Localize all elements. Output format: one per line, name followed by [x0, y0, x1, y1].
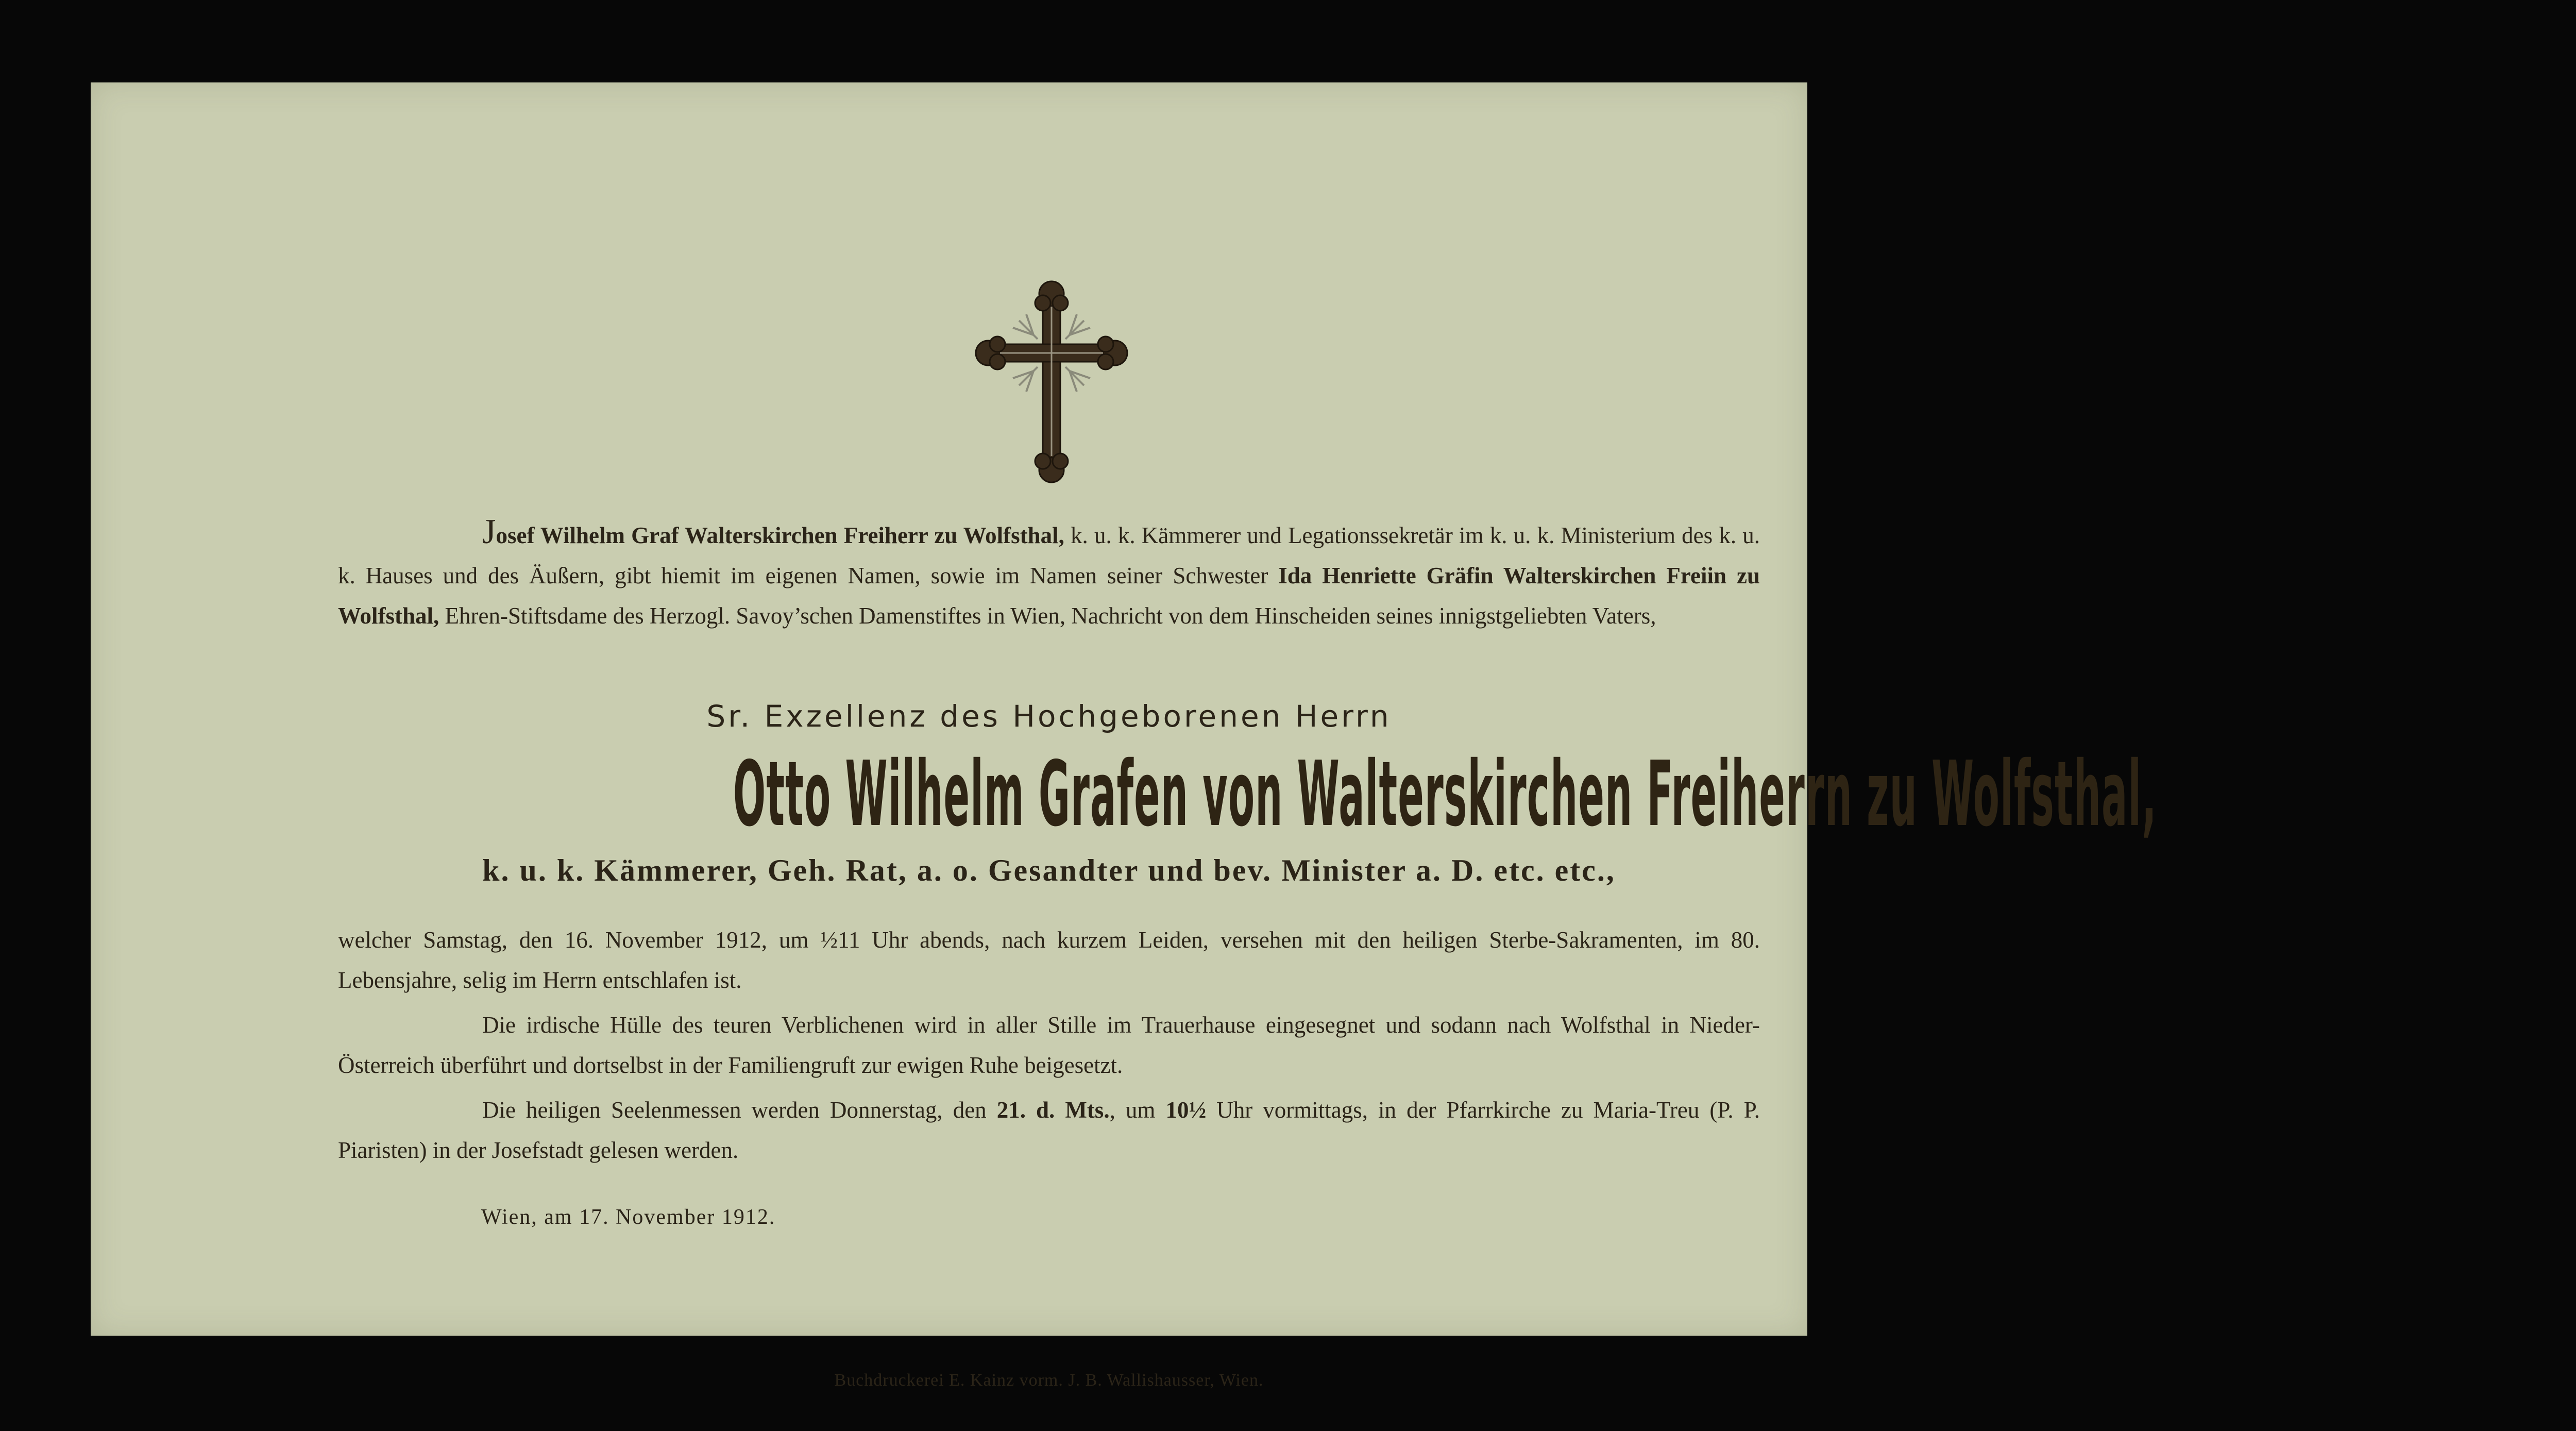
honorific-line: Sr. Exzellenz des Hochgeborenen Herrn: [706, 699, 1392, 734]
initial-letter: J: [482, 512, 496, 551]
mass-time: 10½: [1165, 1097, 1207, 1123]
sender-name: osef Wilhelm Graf Walterskirchen Freiherr zu Wolfsthal,: [496, 523, 1064, 548]
mass-text-c: Uhr vormittags, in der Pfarrkirche zu Maria-Treu (P. P. Piaristen) in der Josefstadt gelesen werden.: [338, 1097, 1760, 1163]
intro-text-b: Ehren-Stiftsdame des Herzogl. Savoy’schen Damenstiftes in Wien, Nachricht von dem Hinscheiden seines innigstgeliebten Vaters,: [439, 603, 1656, 629]
deceased-name: [297, 743, 2157, 847]
mass-text-b: , um: [1109, 1097, 1166, 1123]
mass-date: 21. d. Mts.: [996, 1097, 1110, 1123]
obituary-card: [91, 82, 2157, 1390]
mass-paragraph: [338, 1090, 1760, 1170]
deceased-name-text: Otto Wilhelm Grafen von Walterskirchen Freiherrn zu Wolfsthal,: [733, 743, 2157, 847]
place-date: Wien, am 17. November 1912.: [481, 1205, 776, 1229]
mass-text-a: Die heiligen Seelenmessen werden Donnerstag, den: [482, 1097, 997, 1123]
intro-paragraph: [338, 511, 1760, 636]
printer-imprint: Buchdruckerei E. Kainz vorm. J. B. Wallishausser, Wien.: [834, 1371, 1264, 1390]
intro-text-a: k. u. k. Kämmerer und Legationssekretär im k. u. k. Ministerium des k. u. k. Hauses und des Äußern, gibt hiemit im eigenen Namen, sowie im Namen seiner Schwester: [338, 523, 1760, 588]
death-paragraph: welcher Samstag, den 16. November 1912, um ½11 Uhr abends, nach kurzem Leiden, versehen mit den heiligen Sterbe-Sakramenten, im 80. Lebensjahre, selig im Herrn entschlafen ist.: [338, 927, 1760, 993]
burial-paragraph: Die irdische Hülle des teuren Verblichenen wird in aller Stille im Trauerhause eingesegnet und sodann nach Wolfsthal in Nieder-Österreich überführt und dortselbst in der Familiengruft zur ewigen Ruhe beigesetzt.: [338, 1012, 1760, 1078]
cross-icon: [977, 278, 1126, 484]
deceased-titles: k. u. k. Kämmerer, Geh. Rat, a. o. Gesandter und bev. Minister a. D. etc. etc.,: [482, 853, 1616, 887]
sister-name: Ida Henriette Gräfin Walterskirchen Freiin zu Wolfsthal,: [338, 563, 1760, 629]
